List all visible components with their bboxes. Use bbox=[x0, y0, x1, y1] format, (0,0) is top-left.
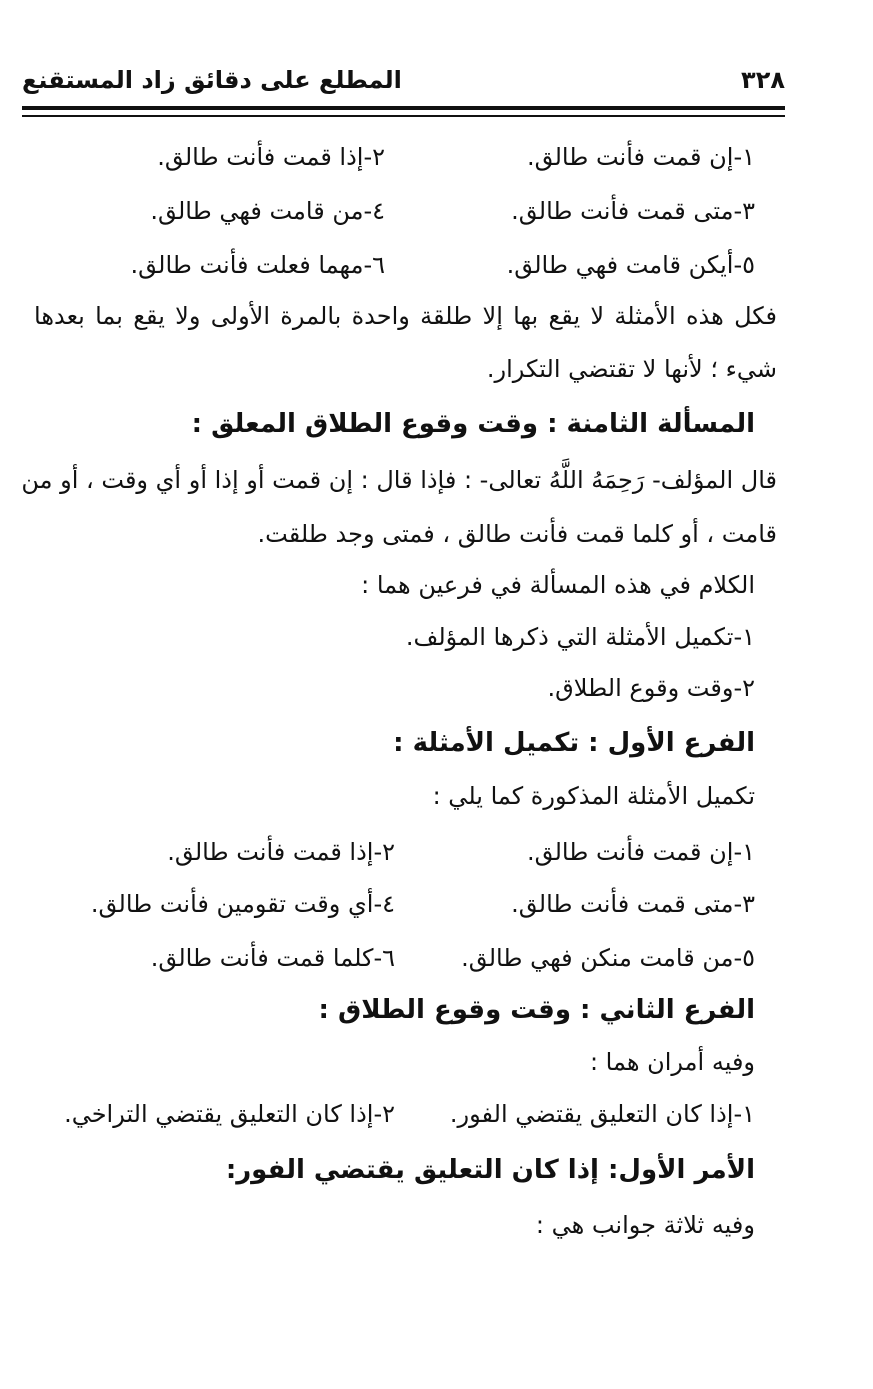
header-rule-thin bbox=[22, 115, 785, 117]
intro-line: الكلام في هذه المسألة في فرعين هما : bbox=[361, 571, 755, 599]
intro-line: وفيه أمران هما : bbox=[589, 1048, 755, 1076]
list-item: ٤-من قامت فهي طالق. bbox=[150, 197, 385, 225]
section-heading: الفرع الثاني : وقت وقوع الطلاق : bbox=[318, 995, 755, 1025]
list-item: ١-تكميل الأمثلة التي ذكرها المؤلف. bbox=[405, 623, 755, 651]
paragraph-line: شيء ؛ لأنها لا تقتضي التكرار. bbox=[486, 355, 777, 383]
page-number: ٣٢٨ bbox=[741, 66, 785, 94]
list-item: ١-إن قمت فأنت طالق. bbox=[526, 838, 755, 866]
header-rule-thick bbox=[22, 106, 785, 110]
section-heading: الفرع الأول : تكميل الأمثلة : bbox=[393, 728, 755, 758]
list-item: ٥-أيكن قامت فهي طالق. bbox=[506, 251, 755, 279]
list-item: ١-إن قمت فأنت طالق. bbox=[526, 143, 755, 171]
section-heading: المسألة الثامنة : وقت وقوع الطلاق المعلق : bbox=[191, 409, 755, 439]
intro-line: تكميل الأمثلة المذكورة كما يلي : bbox=[432, 782, 755, 810]
list-item: ١-إذا كان التعليق يقتضي الفور. bbox=[449, 1100, 755, 1128]
section-heading: الأمر الأول: إذا كان التعليق يقتضي الفور: bbox=[225, 1155, 755, 1185]
list-item: ٢-وقت وقوع الطلاق. bbox=[547, 674, 755, 702]
list-item: ٢-إذا قمت فأنت طالق. bbox=[167, 838, 395, 866]
paragraph-line: قال المؤلف- رَحِمَهُ اللَّهُ تعالى- : فإذا قال : إن قمت أو إذا أو أي وقت ، أو من bbox=[21, 466, 777, 494]
list-item: ٢-إذا كان التعليق يقتضي التراخي. bbox=[64, 1100, 395, 1128]
list-item: ٣-متى قمت فأنت طالق. bbox=[511, 890, 755, 918]
list-item: ٦-مهما فعلت فأنت طالق. bbox=[130, 251, 385, 279]
running-title: المطلع على دقائق زاد المستقنع bbox=[22, 66, 402, 94]
intro-line: وفيه ثلاثة جوانب هي : bbox=[535, 1211, 755, 1239]
page-header bbox=[22, 62, 785, 102]
list-item: ٢-إذا قمت فأنت طالق. bbox=[157, 143, 385, 171]
list-item: ٦-كلما قمت فأنت طالق. bbox=[150, 944, 395, 972]
paragraph-line: قامت ، أو كلما قمت فأنت طالق ، فمتى وجد طلقت. bbox=[257, 520, 777, 548]
list-item: ٤-أي وقت تقومين فأنت طالق. bbox=[90, 890, 395, 918]
list-item: ٣-متى قمت فأنت طالق. bbox=[511, 197, 755, 225]
list-item: ٥-من قامت منكن فهي طالق. bbox=[461, 944, 755, 972]
paragraph-line: فكل هذه الأمثلة لا يقع بها إلا طلقة واحدة بالمرة الأولى ولا يقع بما بعدها bbox=[34, 302, 777, 330]
